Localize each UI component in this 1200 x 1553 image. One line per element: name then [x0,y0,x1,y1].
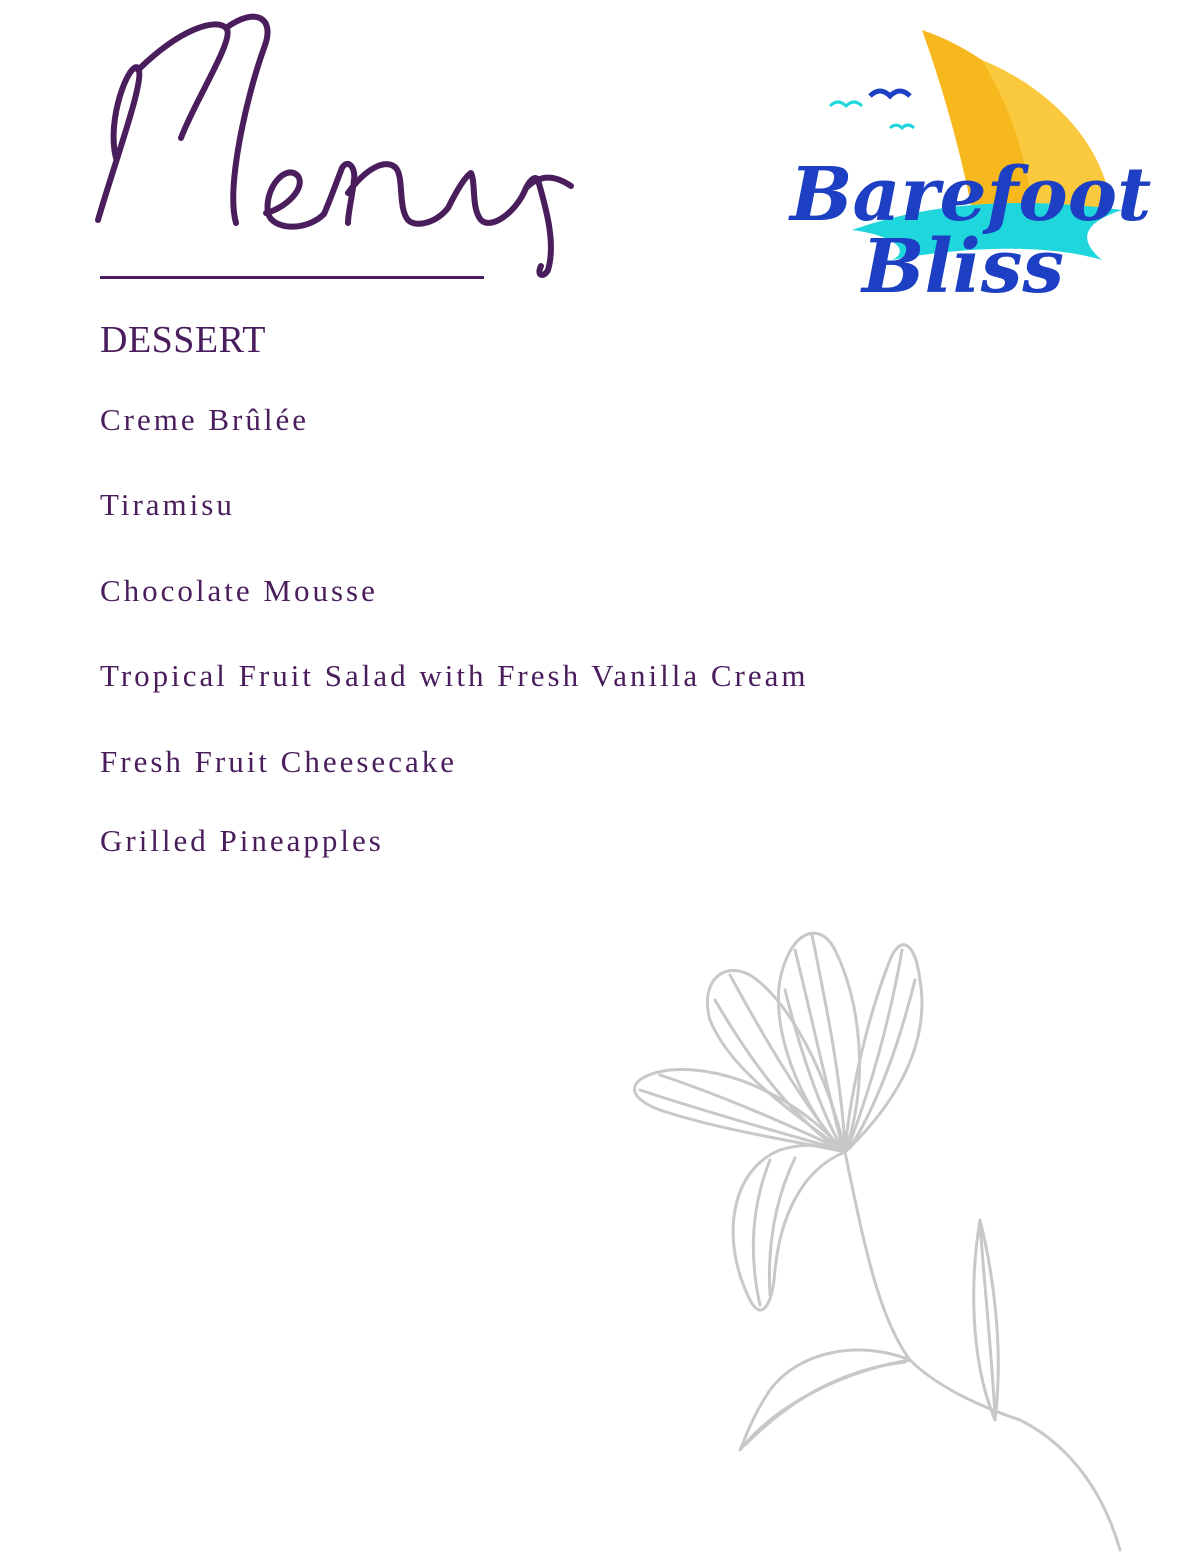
logo-word-1: Barefoot [790,152,1152,238]
section-heading-dessert: DESSERT [100,319,266,361]
menu-title-script [86,8,606,278]
bird-icon [890,125,914,128]
menu-item: Grilled Pineapples [100,823,384,858]
menu-item: Tropical Fruit Salad with Fresh Vanilla Cream [100,658,809,693]
menu-item: Creme Brûlée [100,402,310,437]
bird-icon [830,102,862,106]
menu-item: Chocolate Mousse [100,573,378,608]
menu-item: Fresh Fruit Cheesecake [100,744,457,779]
bird-icon [870,91,910,96]
flower-illustration [620,920,1180,1553]
menu-title [86,8,606,288]
barefoot-bliss-logo [772,20,1162,310]
logo-word-2: Bliss [862,224,1065,310]
title-underline [100,276,484,279]
menu-item: Tiramisu [100,487,235,522]
